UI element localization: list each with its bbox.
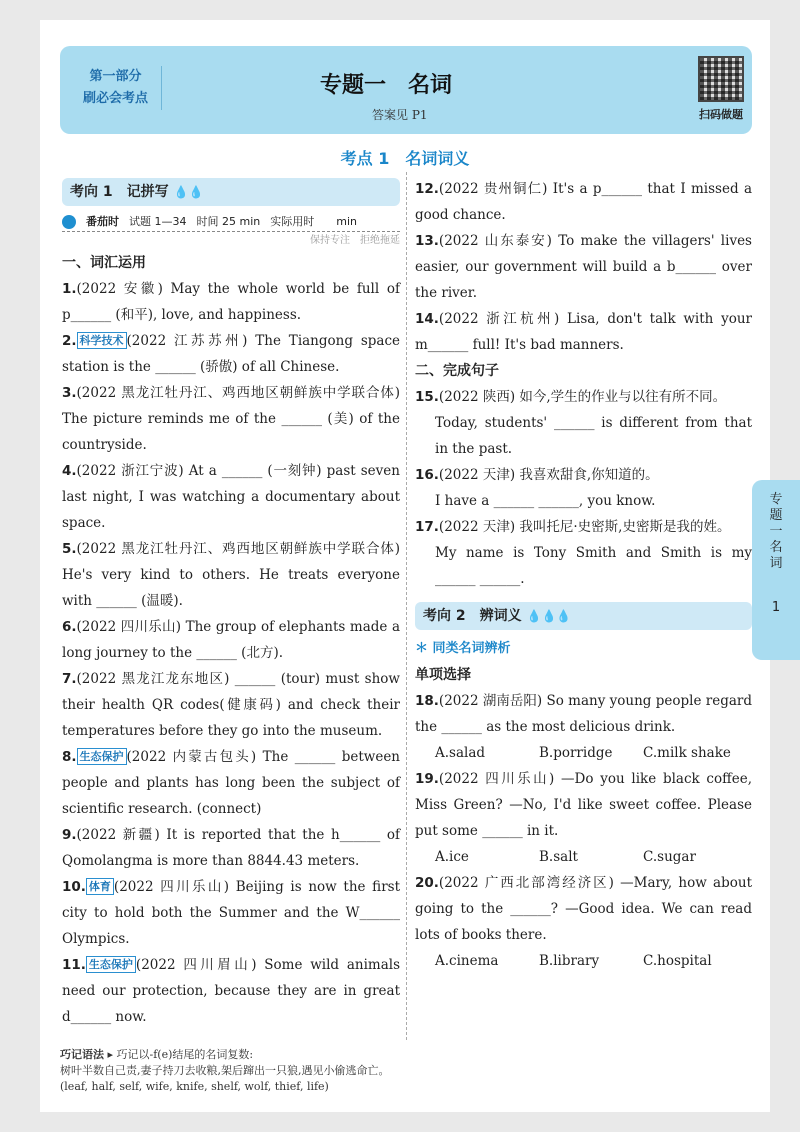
scan-label: 扫码做题: [699, 108, 743, 121]
option[interactable]: A.ice: [435, 849, 469, 865]
question-number: 10.: [62, 879, 86, 895]
option[interactable]: A.cinema: [435, 953, 499, 969]
answer-sentence: I have a ______ ______, you know.: [435, 493, 656, 509]
part-label: [70, 66, 162, 110]
question-number: 19.: [415, 771, 439, 787]
question-item: [62, 666, 400, 744]
question-text: (2022 浙江宁波) At a ______ (一刻钟) past seven last night, I was watching a documentary about space.: [62, 463, 400, 531]
question-text: (2022 黑龙江牡丹江、鸡西地区朝鲜族中学联合体) The picture reminds me of the ______ (美) of the countryside.: [62, 385, 400, 453]
option-row: [415, 740, 752, 766]
question-list-right-b: [415, 384, 752, 592]
footer-line1: 巧记以-f(e)结尾的名词复数:: [116, 1048, 254, 1061]
tomato-timer: [62, 212, 400, 232]
topic-tag: 体育: [86, 878, 114, 895]
question-item: [415, 176, 752, 228]
question-text: (2022 贵州铜仁) It's a p______ that I missed a good chance.: [415, 181, 752, 223]
question-text: (2022 黑龙江龙东地区) ______ (tour) must show their health QR codes(健康码) and check their temperatures before they go into the museum.: [62, 671, 400, 739]
header-banner: [60, 46, 752, 134]
option-row: [415, 844, 752, 870]
question-item: [415, 514, 752, 540]
question-text: (2022 天津) 我喜欢甜食,你知道的。: [438, 467, 659, 483]
question-text: (2022 陕西) 如今,学生的作业与以往有所不同。: [438, 389, 727, 405]
drop-icon: 💧💧: [173, 185, 204, 199]
option[interactable]: C.milk shake: [643, 745, 731, 761]
section-2-heading: 二、完成句子: [415, 363, 499, 379]
page-number: 1: [771, 600, 781, 615]
part-line2: 刷必会考点: [82, 91, 148, 106]
question-number: 7.: [62, 671, 77, 687]
question-list-right-a: [415, 176, 752, 358]
left-column: [62, 176, 400, 1030]
question-number: 2.: [62, 333, 77, 349]
question-number: 20.: [415, 875, 439, 891]
question-number: 15.: [415, 389, 439, 405]
question-number: 4.: [62, 463, 77, 479]
direction-1-label: 考向 1 记拼写: [70, 184, 169, 200]
option[interactable]: B.porridge: [539, 745, 613, 761]
page-title: 专题一 名词: [320, 73, 453, 98]
question-text: (2022 广西北部湾经济区) —Mary, how about going to the ______? —Good idea. We can read lots of books there.: [415, 875, 752, 943]
question-number: 12.: [415, 181, 439, 197]
question-number: 1.: [62, 281, 77, 297]
question-text: (2022 江苏苏州) The Tiangong space station is the ______ (骄傲) of all Chinese.: [62, 333, 400, 375]
subhead: ＊ 同类名词辨析: [415, 641, 511, 656]
question-text: (2022 四川眉山) Some wild animals need our protection, because they are in great d______ now.: [62, 957, 400, 1025]
answer-sentence: Today, students' ______ is different from that in the past.: [435, 415, 752, 457]
page: [40, 20, 770, 1112]
kaodian-heading: 考点 1 名词词义: [340, 149, 470, 168]
question-text: (2022 四川乐山) The group of elephants made a long journey to the ______ (北方).: [62, 619, 400, 661]
question-number: 6.: [62, 619, 77, 635]
question-number: 8.: [62, 749, 77, 765]
question-item: [415, 462, 752, 488]
section-1-heading: 一、词汇运用: [62, 255, 146, 271]
question-item: [62, 328, 400, 380]
question-item: [62, 952, 400, 1030]
multiple-choice-list: [415, 688, 752, 974]
question-number: 13.: [415, 233, 439, 249]
column-divider: [406, 172, 407, 1040]
question-number: 9.: [62, 827, 77, 843]
question-item: [415, 870, 752, 948]
question-item: [415, 228, 752, 306]
question-item: [415, 688, 752, 740]
question-item: [62, 822, 400, 874]
timer-label: 番茄时: [86, 214, 119, 228]
topic-tag: 生态保护: [77, 748, 127, 765]
question-item: [62, 614, 400, 666]
question-number: 3.: [62, 385, 77, 401]
timer-actual: 实际用时 min: [270, 214, 357, 228]
question-list-left: [62, 276, 400, 1030]
question-item: [62, 380, 400, 458]
timer-questions: 试题 1—34: [129, 214, 187, 228]
question-item: [62, 744, 400, 822]
direction-1-band: [62, 178, 400, 206]
part-line1: 第一部分: [89, 69, 142, 84]
question-text: (2022 湖南岳阳) So many young people regard the ______ as the most delicious drink.: [415, 693, 752, 735]
question-text: (2022 浙江杭州) Lisa, don't talk with your m______ full! It's bad manners.: [415, 311, 752, 353]
question-number: 5.: [62, 541, 77, 557]
right-column: [415, 176, 752, 974]
question-item: [62, 276, 400, 328]
direction-2-band: [415, 602, 752, 630]
question-item: [415, 766, 752, 844]
question-item: [415, 384, 752, 410]
timer-time: 时间 25 min: [196, 214, 261, 228]
drop-icon: 💧💧💧: [526, 609, 572, 623]
answer-sentence: My name is Tony Smith and Smith is my ______ ______.: [435, 545, 752, 587]
question-text: (2022 内蒙古包头) The ______ between people and plants has long been the subject of scientific research. (connect): [62, 749, 400, 817]
question-number: 16.: [415, 467, 439, 483]
option[interactable]: C.sugar: [643, 849, 696, 865]
question-item: [62, 874, 400, 952]
question-text: (2022 四川乐山) Beijing is now the first city to hold both the Summer and the W______ Olympics.: [62, 879, 400, 947]
question-number: 17.: [415, 519, 439, 535]
direction-2-label: 考向 2 辨词义: [423, 608, 522, 624]
question-text: (2022 四川乐山) —Do you like black coffee, Miss Green? —No, I'd like sweet coffee. Please put some ______ in it.: [415, 771, 752, 839]
answer-reference: 答案见 P1: [372, 108, 428, 122]
question-number: 11.: [62, 957, 86, 973]
footer-line2: 树叶半数自己责,妻子持刀去收粮,架后蹿出一只狼,遇见小偷逃命亡。: [60, 1064, 390, 1077]
qr-code-icon[interactable]: [698, 56, 744, 102]
question-item: [62, 458, 400, 536]
side-tab-text: 专题一 名词: [769, 492, 783, 571]
question-text: (2022 安徽) May the whole world be full of p______ (和平), love, and happiness.: [62, 281, 400, 323]
footer-label: 巧记语法: [60, 1048, 104, 1061]
tomato-icon: [62, 215, 76, 229]
question-item: [415, 306, 752, 358]
question-number: 14.: [415, 311, 439, 327]
option[interactable]: C.hospital: [643, 953, 712, 969]
footer-line3: (leaf, half, self, wife, knife, shelf, wolf, thief, life): [60, 1080, 329, 1093]
question-text: (2022 新疆) It is reported that the h______ of Qomolangma is more than 8844.43 meters.: [62, 827, 400, 869]
side-tab: [752, 480, 800, 660]
option[interactable]: A.salad: [435, 745, 486, 761]
question-item: [62, 536, 400, 614]
option[interactable]: B.salt: [539, 849, 578, 865]
option[interactable]: B.library: [539, 953, 600, 969]
option-row: [415, 948, 752, 974]
topic-tag: 生态保护: [86, 956, 136, 973]
footer-tip: 巧记语法 ▸ 巧记以-f(e)结尾的名词复数: 树叶半数自己责,妻子持刀去收粮,架后蹿出一只狼,遇见小偷逃命亡。 (leaf, half, self, wife, knife, shelf, wolf, thief, life): [60, 1047, 750, 1095]
timer-slogan: 保持专注 拒绝拖延: [310, 235, 400, 246]
question-text: (2022 天津) 我叫托尼·史密斯,史密斯是我的姓。: [438, 519, 731, 535]
question-text: (2022 山东泰安) To make the villagers' lives easier, our government will build a b______ over the river.: [415, 233, 752, 301]
topic-tag: 科学技术: [77, 332, 127, 349]
question-text: (2022 黑龙江牡丹江、鸡西地区朝鲜族中学联合体) He's very kind to others. He treats everyone with ______ (温暖).: [62, 541, 400, 609]
single-choice-heading: 单项选择: [415, 667, 471, 683]
question-number: 18.: [415, 693, 439, 709]
